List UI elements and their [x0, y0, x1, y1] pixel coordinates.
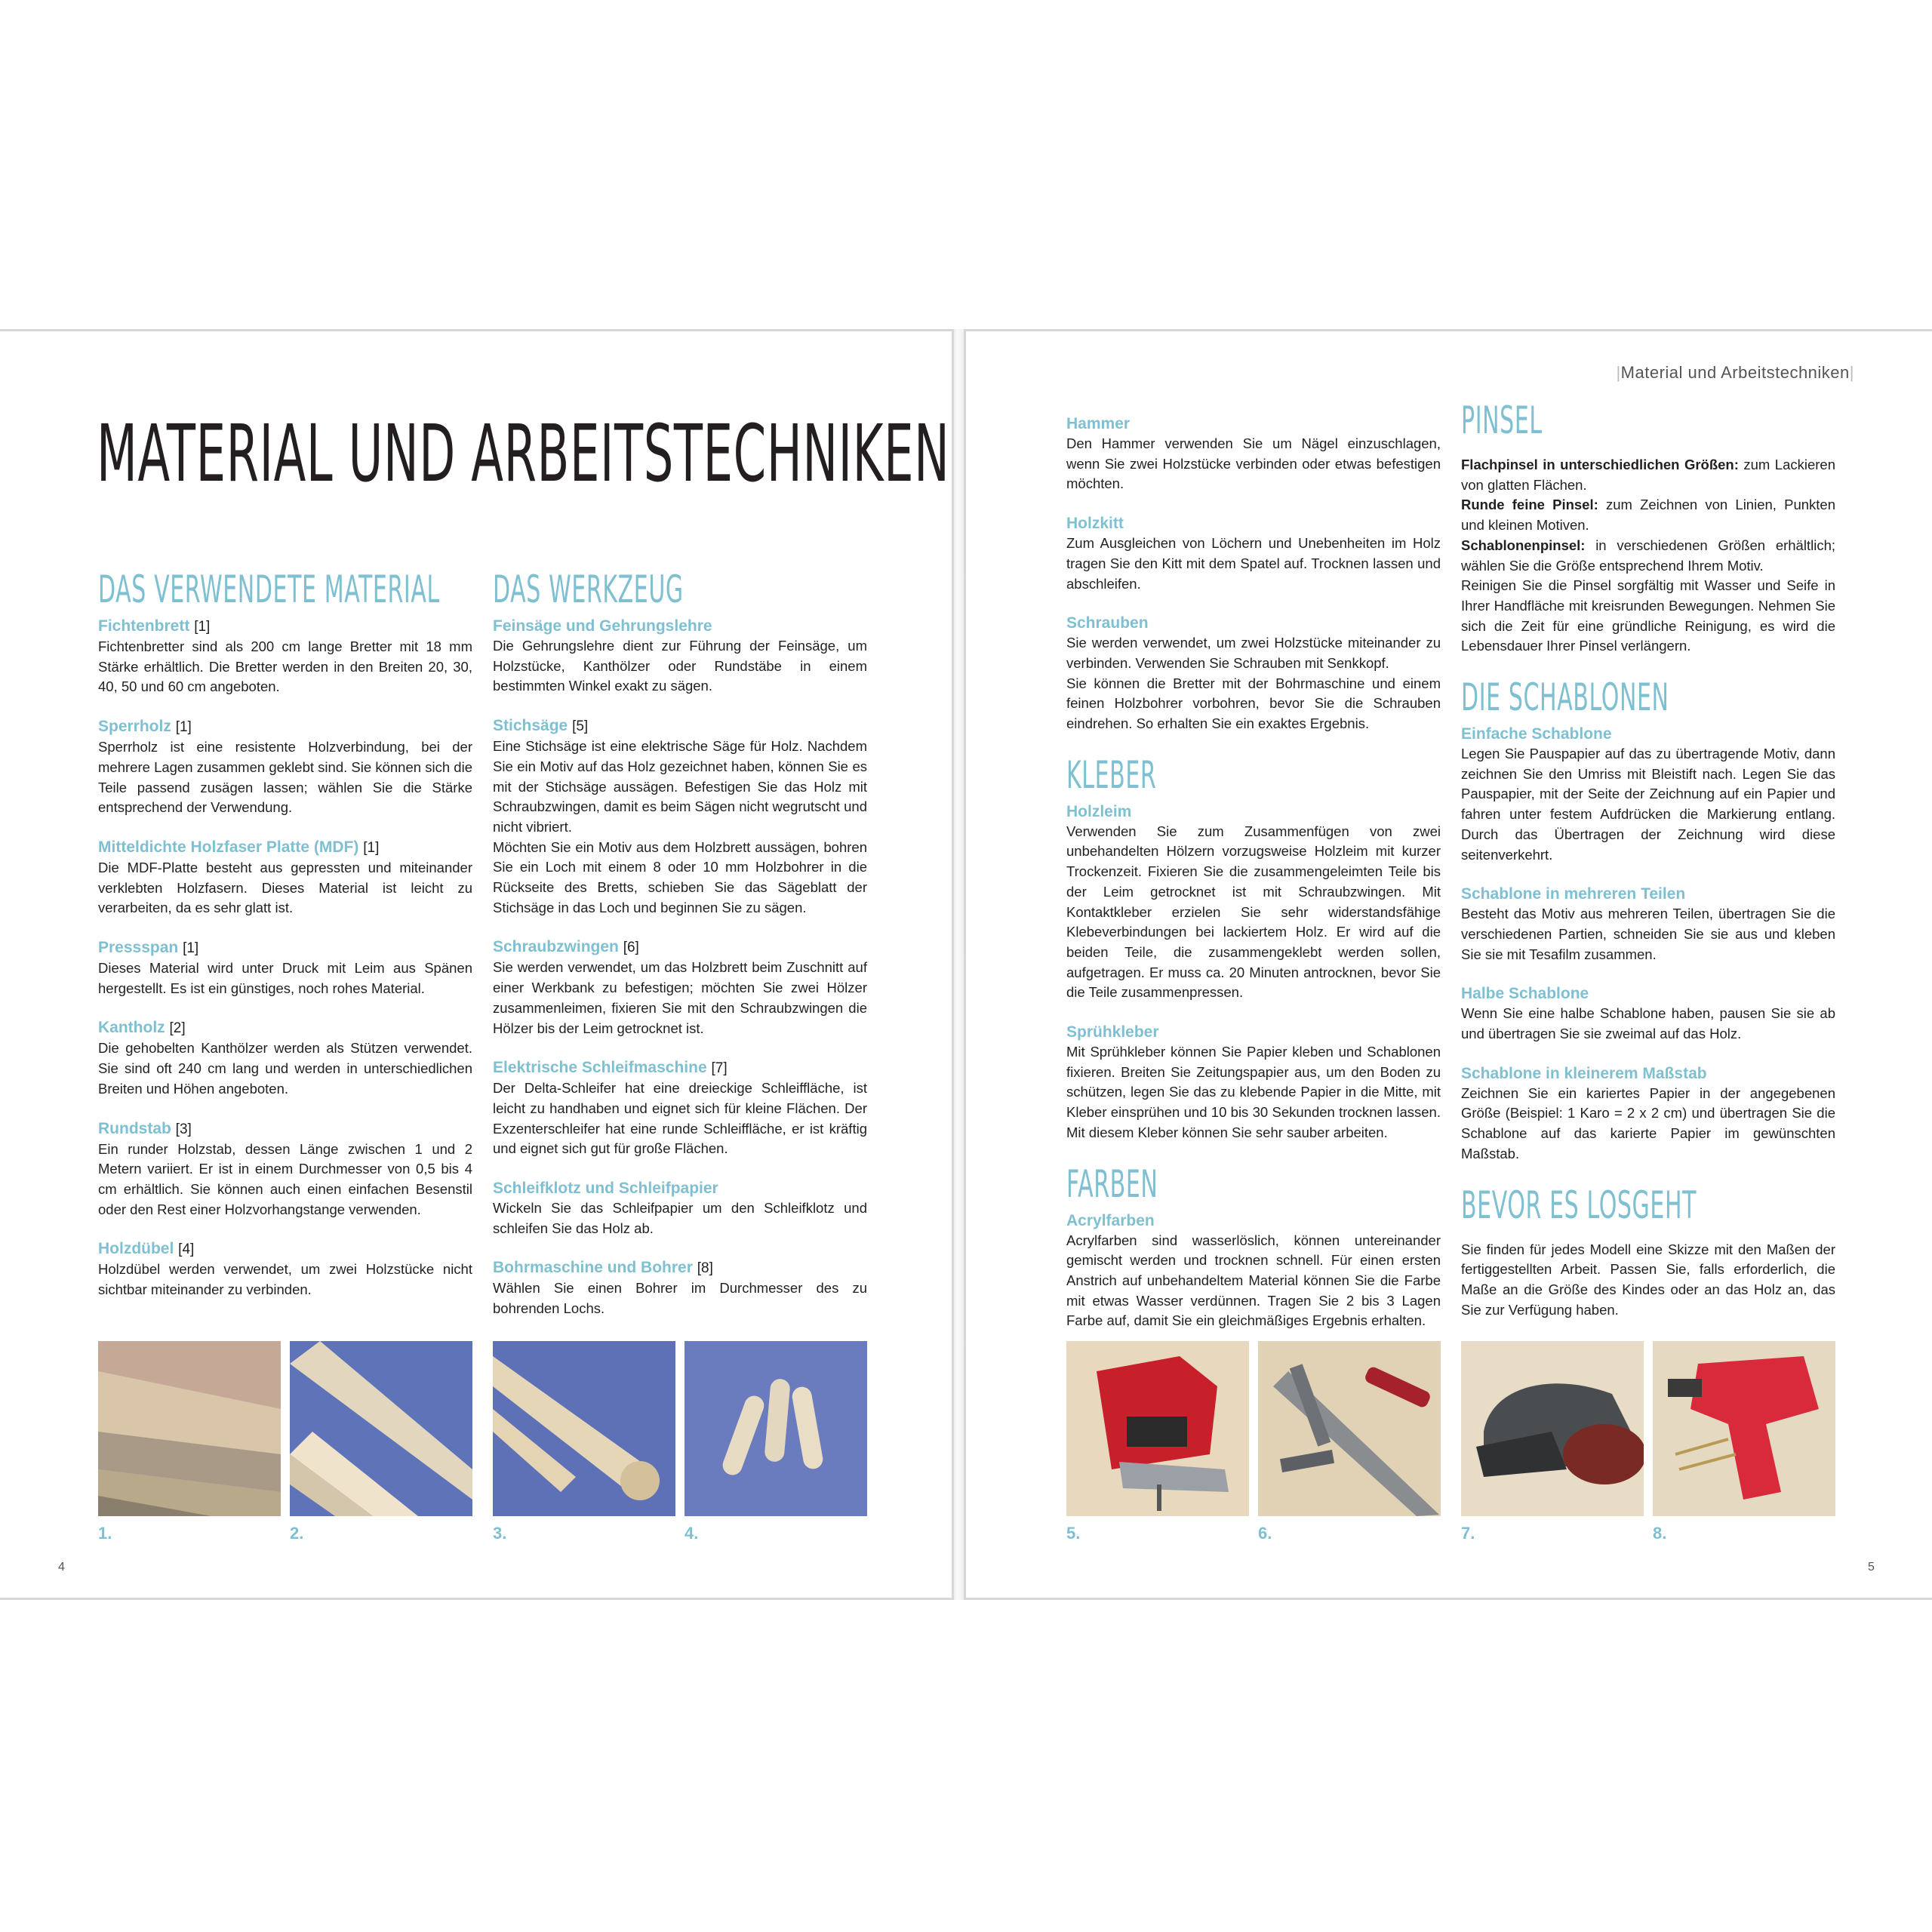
text-item: [493, 1179, 867, 1238]
figure-reference: [8]: [697, 1260, 713, 1277]
brush-name: Schablonenpinsel:: [1461, 537, 1586, 553]
brush-line: [1461, 536, 1835, 576]
text-item: [1461, 724, 1835, 865]
item-heading: [493, 1179, 867, 1198]
text-item: [1461, 1064, 1835, 1164]
text-item: [98, 1018, 472, 1099]
item-heading-text: Stichsäge: [493, 717, 568, 735]
item-body: Wählen Sie einen Bohrer im Durchmesser des zu bohrenden Lochs.: [493, 1280, 867, 1317]
photo-caption: 4.: [685, 1524, 699, 1543]
item-heading-text: Einfache Schablone: [1461, 725, 1612, 743]
figure-reference: [3]: [175, 1121, 192, 1137]
photo-caption: 3.: [493, 1524, 507, 1543]
item-heading-text: Bohrmaschine und Bohrer: [493, 1259, 693, 1277]
item-heading: [493, 716, 867, 737]
item-heading: [98, 717, 472, 737]
figure-reference: [5]: [572, 718, 589, 735]
item-body: Holzdübel werden verwendet, um zwei Holzstücke nicht sichtbar miteinander zu verbinden.: [98, 1261, 472, 1298]
figure-reference: [2]: [169, 1020, 186, 1037]
item-body: Eine Stichsäge ist eine elektrische Säge für Holz. Nachdem Sie ein Motiv auf das Holz gezeichnet haben, können Sie es mit der Stichsäge aussägen. Befestigen Sie das Holz mit Schraubzwingen, damit es beim Sägen nicht wegrutscht und nicht vibriert.: [493, 738, 867, 835]
photo-kantholz: [290, 1341, 472, 1516]
photo-caption: 8.: [1653, 1524, 1667, 1543]
brush-name: Runde feine Pinsel:: [1461, 497, 1598, 513]
text-item: [1066, 1023, 1441, 1143]
item-heading: [1461, 984, 1835, 1004]
right-column-1: [1066, 414, 1441, 1351]
werkzeug-column: [493, 543, 867, 1339]
brush-line: [1461, 576, 1835, 657]
photo-schleifmaschine: [1461, 1341, 1644, 1516]
photo-wood-boards: [98, 1341, 281, 1516]
running-head: |Material und Arbeitstechniken|: [1616, 363, 1854, 382]
item-heading: [98, 938, 472, 958]
item-body: Acrylfarben sind wasserlöslich, können untereinander gemischt werden und trocknen schnell. Für einen ersten Anstrich auf unbehandeltem Material können Sie die Farbe mit etwas Wasser verdünnen. Tragen Sie 2 bis 3 Lagen Farbe auf, damit Sie ein gleichmäßiges Ergebnis erhalten.: [1066, 1232, 1441, 1329]
photo-caption: 6.: [1258, 1524, 1272, 1543]
item-heading-text: Schleifklotz und Schleifpapier: [493, 1180, 718, 1198]
item-heading: [98, 1119, 472, 1140]
figure-reference: [1]: [183, 940, 199, 957]
item-body: Die Gehrungslehre dient zur Führung der Feinsäge, um Holzstücke, Kanthölzer oder Rundstäbe in einem bestimmten Winkel exakt zu sägen.: [493, 638, 867, 694]
figure-reference: [1]: [194, 619, 211, 635]
page-title: MATERIAL UND ARBEITSTECHNIKEN: [97, 408, 950, 500]
text-item: [1066, 1211, 1441, 1332]
item-body: Verwenden Sie zum Zusammenfügen von zwei unbehandelten Hölzern vorzugsweise Holzleim mit kurzer Trockenzeit. Fixieren Sie die zusammengeleimten Teile bis der Leim getrocknet ist mit Schraubzwingen. Mit Kontaktkleber erzielen Sie sehr widerstandsfähige Klebeverbindungen bei lackiertem Holz. Er wird auf die beiden Teile, die zusammengeklebt werden sollen, aufgetragen. Er muss ca. 20 Minuten antrocknen, bevor Sie die Teile zusammenpressen.: [1066, 823, 1441, 1001]
text-item: [98, 617, 472, 697]
item-heading: [1461, 1064, 1835, 1084]
item-heading: [1461, 724, 1835, 744]
brush-line: [1461, 455, 1835, 495]
section-title: FARBEN: [1066, 1161, 1158, 1206]
brush-text: in verschiedenen Größen erhältlich; wählen Sie die Größe entsprechend Ihrem Motiv.: [1461, 537, 1835, 574]
right-column-2: [1461, 399, 1835, 1320]
photo-schraubzwinge: [1258, 1341, 1441, 1516]
brush-list: [1461, 455, 1835, 657]
item-body: Mit Sprühkleber können Sie Papier kleben und Schablonen fixieren. Breiten Sie Zeitungspapier aus, um den Boden zu schützen, legen Sie das zu klebende Papier in die Mitte, mit Kleber einsprühen und 10 bis 30 Sekunden trocknen lassen. Mit diesem Kleber können Sie sehr sauber arbeiten.: [1066, 1044, 1441, 1140]
section-title: KLEBER: [1066, 752, 1157, 797]
text-item: [493, 716, 867, 918]
text-item: [98, 1119, 472, 1220]
text-item: [98, 717, 472, 818]
item-heading-text: Schablone in mehreren Teilen: [1461, 885, 1686, 903]
photo-caption: 2.: [290, 1524, 304, 1543]
item-body: Fichtenbretter sind als 200 cm lange Bretter mit 18 mm Stärke erhältlich. Die Bretter werden in den Breiten 20, 30, 40, 50 und 60 cm angeboten.: [98, 638, 472, 695]
item-heading: [1066, 514, 1441, 534]
text-item: [493, 1058, 867, 1159]
section-title: DAS VERWENDETE MATERIAL: [98, 568, 440, 611]
brush-name: Flachpinsel in unterschiedlichen Größen:: [1461, 457, 1739, 472]
item-heading: [1066, 1023, 1441, 1042]
item-heading-text: Acrylfarben: [1066, 1211, 1155, 1229]
text-item: [1066, 514, 1441, 594]
photo-stichsaege: [1066, 1341, 1249, 1516]
item-heading: [98, 617, 472, 637]
item-body: Den Hammer verwenden Sie um Nägel einzuschlagen, wenn Sie zwei Holzstücke verbinden oder etwas befestigen möchten.: [1066, 435, 1441, 492]
item-body: Wickeln Sie das Schleifpapier um den Schleifklotz und schleifen Sie das Holz ab.: [493, 1200, 867, 1236]
text-item: [493, 937, 867, 1038]
item-heading-text: Elektrische Schleifmaschine: [493, 1059, 707, 1077]
photo-caption: 5.: [1066, 1524, 1081, 1543]
material-column: [98, 543, 472, 1320]
item-heading: [493, 1258, 867, 1278]
brush-text: Reinigen Sie die Pinsel sorgfältig mit Wasser und Seife in Ihrer Handfläche mit kreisrunden Bewegungen. Nehmen Sie sich die Zeit für eine gründliche Reinigung, es wird die Lebensdauer Ihrer Pinsel verlängern.: [1461, 577, 1835, 654]
text-item: [98, 938, 472, 998]
item-body: Wenn Sie eine halbe Schablone haben, pausen Sie sie ab und übertragen Sie sie zweimal auf das Holz.: [1461, 1005, 1835, 1042]
item-body: Der Delta-Schleifer hat eine dreieckige Schleiffläche, ist leicht zu handhaben und eignet sich für kleine Flächen. Der Exzenterschleifer hat eine runde Schleiffläche, er ist kräftig und eignet sich gut für große Flächen.: [493, 1080, 867, 1157]
section-title: PINSEL: [1461, 398, 1543, 442]
item-body: Möchten Sie ein Motiv aus dem Holzbrett aussägen, bohren Sie ein Loch mit einem 8 oder 10 mm Holzbohrer in die Rückseite des Bretts, schieben Sie das Sägeblatt der Stichsäge in das Loch und beginnen Sie zu sägen.: [493, 838, 867, 915]
item-body: Zeichnen Sie ein kariertes Papier in der angegebenen Größe (Beispiel: 1 Karo = 2 x 2 cm) und übertragen Sie die Schablone auf das karierte Papier im gewünschten Maßstab.: [1461, 1084, 1835, 1161]
section-title: BEVOR ES LOSGEHT: [1461, 1183, 1697, 1227]
item-body: Die gehobelten Kanthölzer werden als Stützen verwendet. Sie sind oft 240 cm lang und werden in unterschiedlichen Breiten und Höhen angeboten.: [98, 1040, 472, 1097]
figure-reference: [1]: [175, 719, 192, 736]
item-body: Dieses Material wird unter Druck mit Leim aus Spänen hergestellt. Es ist ein günstiges, noch rohes Material.: [98, 960, 472, 996]
figure-reference: [7]: [711, 1060, 728, 1077]
section-title: DIE SCHABLONEN: [1461, 675, 1669, 720]
item-heading: [493, 1058, 867, 1078]
brush-line: [1461, 495, 1835, 535]
page-number: 4: [58, 1561, 65, 1574]
text-item: [1461, 884, 1835, 964]
item-body: Sie werden verwendet, um zwei Holzstücke miteinander zu verbinden. Verwenden Sie Schrauben mit Senkkopf.: [1066, 635, 1441, 671]
item-heading: [1461, 884, 1835, 904]
text-item: [1461, 984, 1835, 1044]
item-heading-text: Sperrholz: [98, 718, 171, 736]
photo-holzduebel: [685, 1341, 867, 1516]
text-item: [1066, 802, 1441, 1003]
brush-text: zum Zeichnen von Linien, Punkten und kleinen Motiven.: [1461, 497, 1835, 534]
item-body: Zum Ausgleichen von Löchern und Unebenheiten im Holz tragen Sie den Kitt mit dem Spatel auf. Trocknen lassen und abschleifen.: [1066, 535, 1441, 592]
section-title: DAS WERKZEUG: [493, 568, 684, 611]
text-item: [1066, 414, 1441, 494]
item-heading-text: Pressspan: [98, 939, 179, 957]
brush-text: zum Lackieren von glatten Flächen.: [1461, 457, 1835, 493]
item-heading-text: Hammer: [1066, 415, 1131, 432]
item-body: Legen Sie Pauspapier auf das zu übertragende Motiv, dann zeichnen Sie den Umriss mit Bleistift nach. Legen Sie das Pauspapier, mit der Seite der Zeichnung auf ein Papier und fahren unter festem Aufdrücken die Markierung entlang. Durch das Übertragen der Zeichnung wird diese seitenverkehrt.: [1461, 746, 1835, 863]
item-heading-text: Sprühkleber: [1066, 1023, 1159, 1041]
item-heading-text: Schrauben: [1066, 614, 1149, 632]
figure-reference: [4]: [178, 1241, 195, 1258]
item-body: Sie können die Bretter mit der Bohrmaschine und einem feinen Holzbohrer vorbohren, bevor Sie die Schrauben eindrehen. So erhalten Sie ein exaktes Ergebnis.: [1066, 675, 1441, 732]
item-heading-text: Feinsäge und Gehrungslehre: [493, 617, 712, 635]
text-item: [1066, 614, 1441, 734]
item-body: Sie finden für jedes Modell eine Skizze mit den Maßen der fertiggestellten Arbeit. Passen Sie, falls erforderlich, die Maße an die Größe des Kindes oder an das Holz an, das Sie zur Verfügung haben.: [1461, 1241, 1835, 1318]
item-heading-text: Schraubzwingen: [493, 938, 619, 956]
item-heading-text: Kantholz: [98, 1019, 165, 1037]
text-item: [98, 838, 472, 918]
item-heading-text: Holzdübel: [98, 1240, 174, 1258]
photo-bohrmaschine: [1653, 1341, 1835, 1516]
item-heading: [1066, 414, 1441, 434]
photo-caption: 1.: [98, 1524, 112, 1543]
text-item: [98, 1239, 472, 1300]
item-heading: [98, 1018, 472, 1038]
item-heading-text: Fichtenbrett: [98, 617, 190, 635]
figure-reference: [1]: [363, 839, 380, 856]
item-heading: [493, 617, 867, 636]
item-heading-text: Holzkitt: [1066, 515, 1124, 533]
photo-rundstab: [493, 1341, 675, 1516]
item-heading: [1066, 1211, 1441, 1231]
item-heading-text: Holzleim: [1066, 802, 1132, 820]
item-heading-text: Mitteldichte Holzfaser Platte (MDF): [98, 838, 359, 856]
item-body: Sperrholz ist eine resistente Holzverbindung, bei der mehrere Lagen zusammen geklebt sind. Sie können sich die Teile passend zusägen lassen; wählen Sie die Stärke entsprechend der Verwendung.: [98, 739, 472, 816]
figure-reference: [6]: [623, 940, 639, 956]
item-heading-text: Halbe Schablone: [1461, 985, 1589, 1003]
item-body: Sie werden verwendet, um das Holzbrett beim Zuschnitt auf einer Werkbank zu befestigen; möchten Sie zwei Hölzer zusammenleimen, fixieren Sie mit den Schraubzwingen die Hölzer bis der Leim getrocknet ist.: [493, 959, 867, 1036]
item-body: Die MDF-Platte besteht aus gepressten und miteinander verklebten Holzfasern. Dieses Material ist leicht zu verarbeiten, da es sehr glatt ist.: [98, 859, 472, 916]
page-number: 5: [1868, 1561, 1875, 1574]
item-body: Ein runder Holzstab, dessen Länge zwischen 1 und 2 Metern variiert. Er ist in einem Durchmesser von 0,5 bis 4 cm erhältlich. Sie können auch einen einfachen Besenstil oder den Rest einer Holzvorhangstange verwenden.: [98, 1140, 472, 1217]
item-heading-text: Schablone in kleinerem Maßstab: [1461, 1064, 1707, 1082]
item-heading: [493, 937, 867, 958]
item-heading-text: Rundstab: [98, 1119, 171, 1137]
text-item: [493, 617, 867, 697]
text-item: [493, 1258, 867, 1318]
left-page: [0, 329, 954, 1600]
item-heading: [1066, 802, 1441, 822]
right-page: [964, 329, 1932, 1600]
item-heading: [98, 1239, 472, 1260]
item-heading: [1066, 614, 1441, 633]
item-body: Besteht das Motiv aus mehreren Teilen, übertragen Sie die verschiedenen Partien, schneiden Sie sie aus und kleben Sie sie mit Tesafilm zusammen.: [1461, 906, 1835, 962]
item-heading: [98, 838, 472, 858]
photo-caption: 7.: [1461, 1524, 1475, 1543]
